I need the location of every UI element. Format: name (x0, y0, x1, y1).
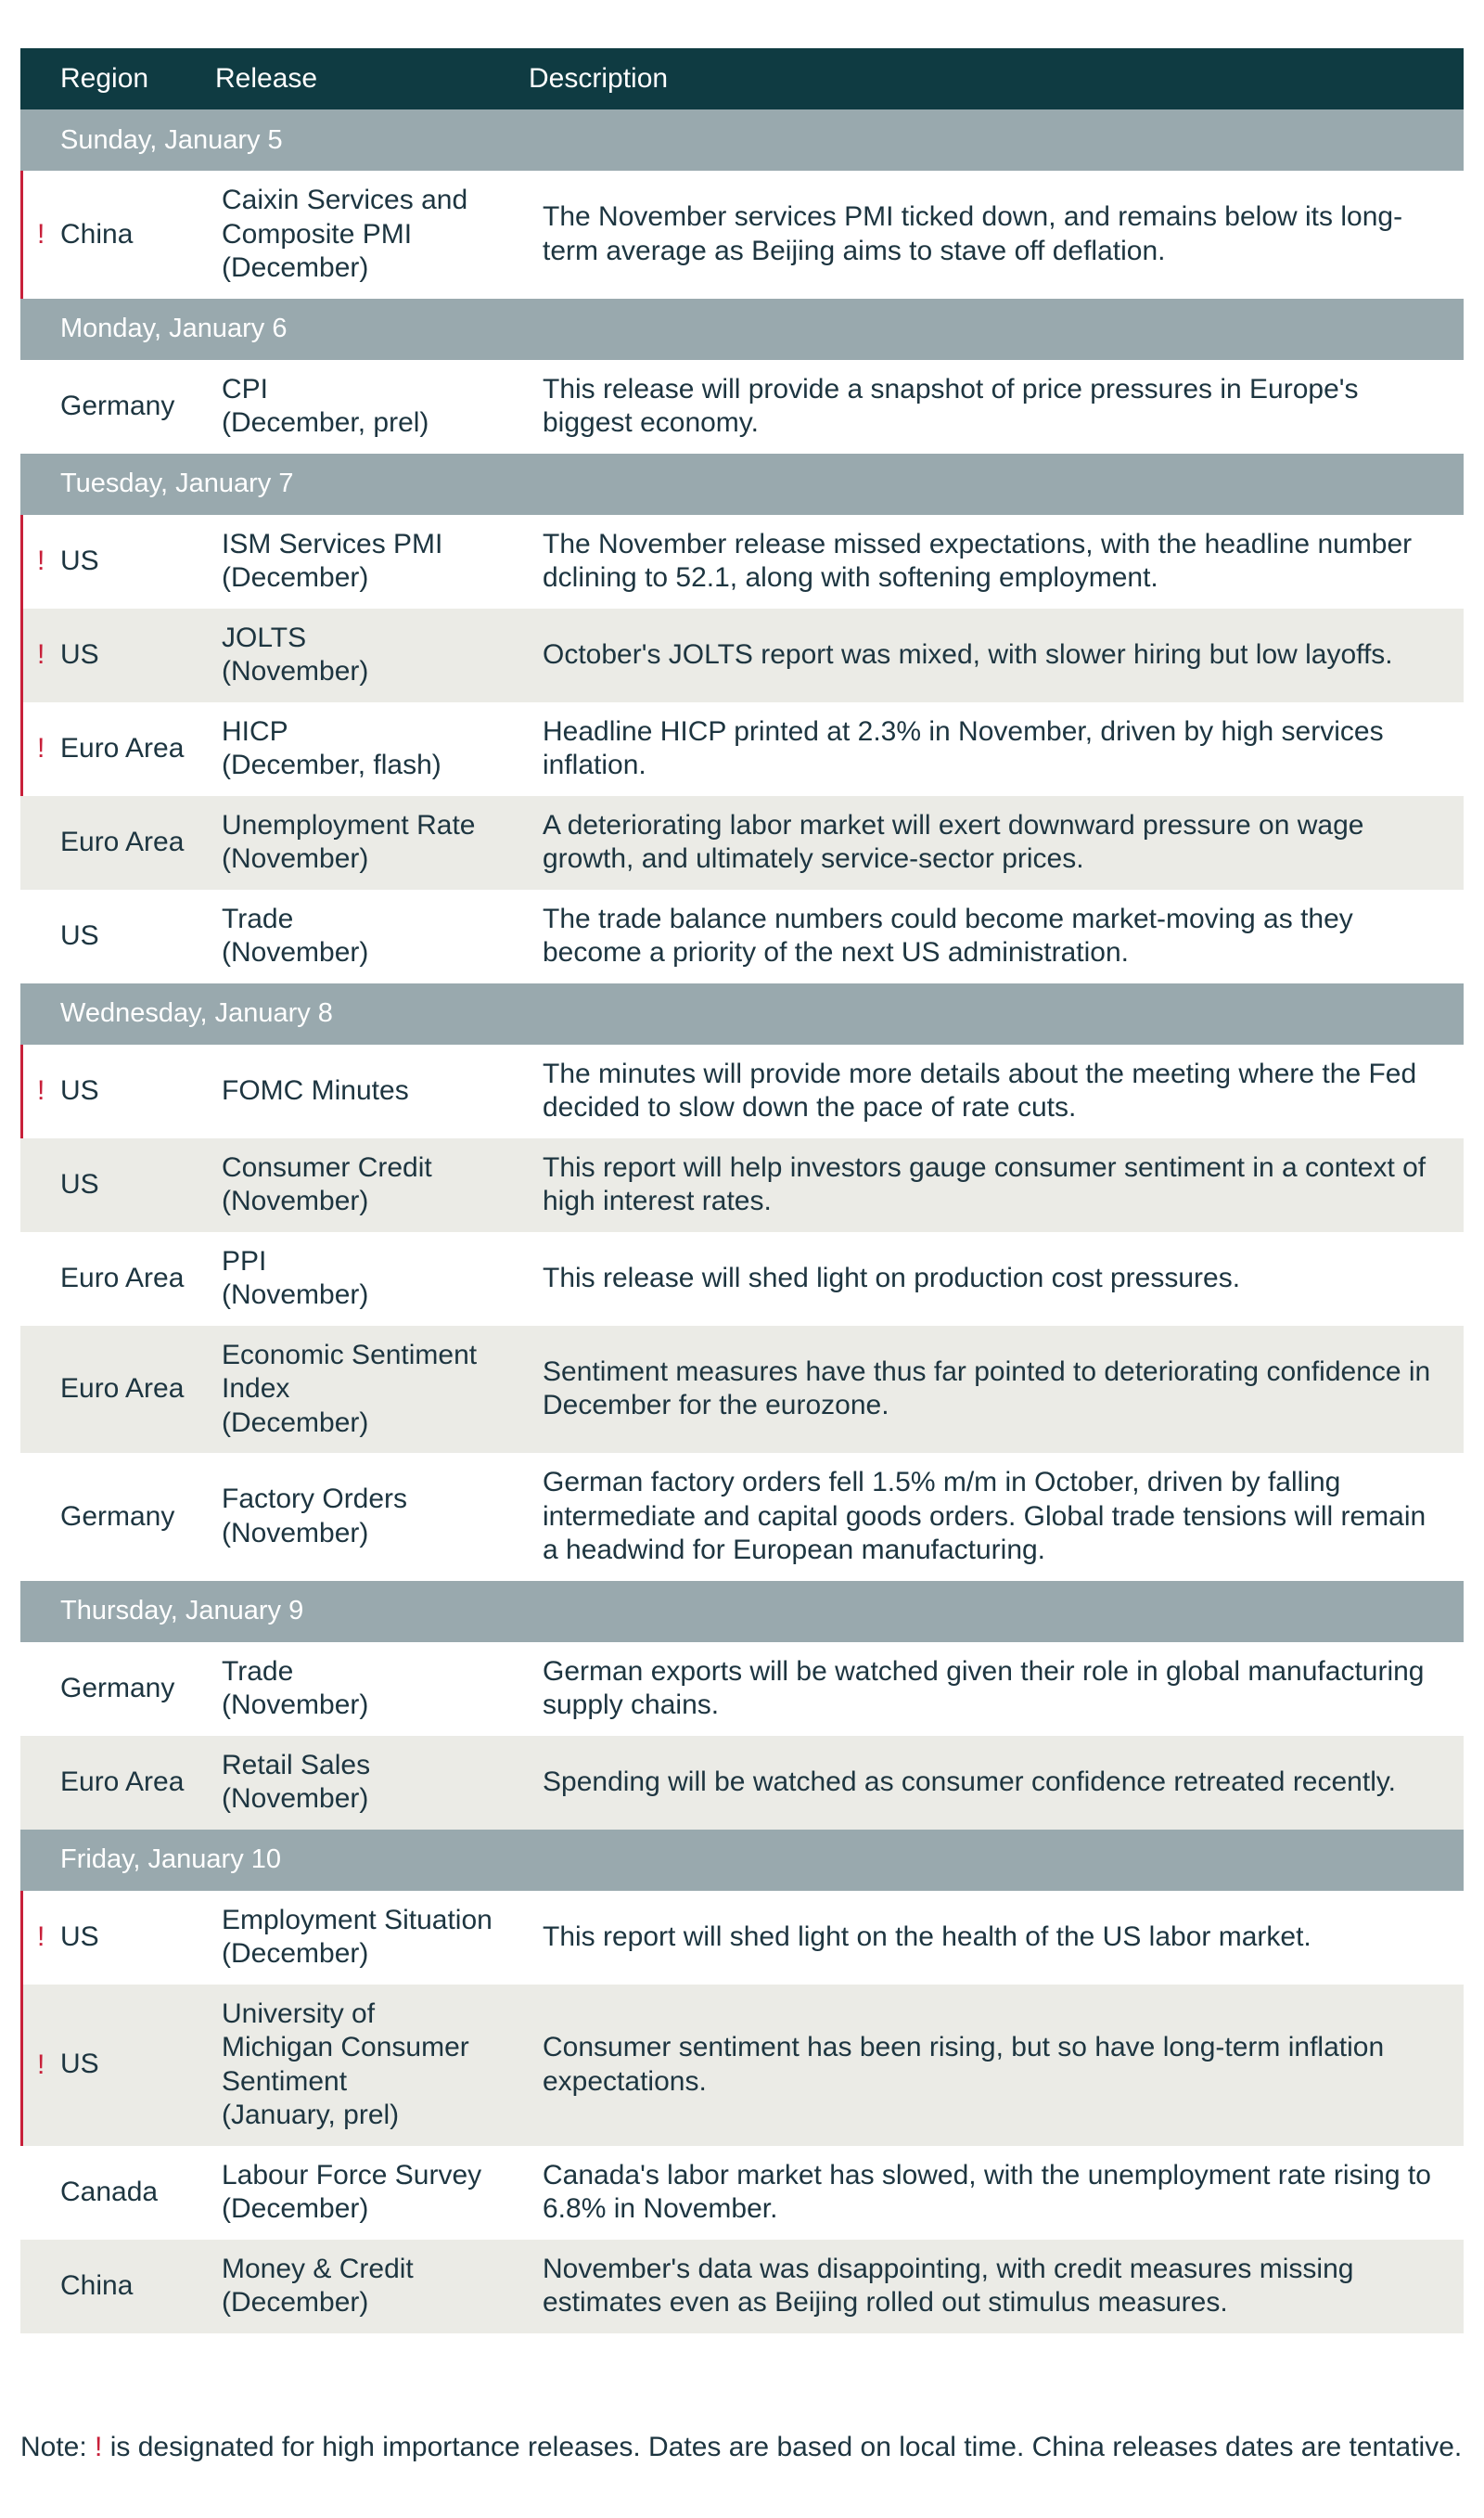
release-line: PPI (222, 1245, 267, 1277)
date-group-header (20, 454, 1464, 515)
description-cell: Canada's labor market has slowed, with the unemployment rate rising to 6.8% in November. (529, 2146, 1464, 2240)
release-line: Retail Sales (222, 1749, 371, 1780)
region-cell (20, 171, 215, 299)
description-cell: German factory orders fell 1.5% m/m in October, driven by falling intermediate and capital goods orders. Global trade tensions will remain a headwind for European manufacturing. (529, 1453, 1464, 1581)
description-cell: This report will help investors gauge consumer sentiment in a context of high interest rates. (529, 1138, 1464, 1232)
release-line: (January, prel) (222, 2100, 400, 2130)
region-cell (20, 1138, 215, 1232)
region-label: US (60, 638, 99, 670)
release-line: (November) (222, 937, 369, 968)
high-importance-icon: ! (37, 732, 45, 764)
table-row (20, 1642, 1464, 1736)
release-cell (215, 890, 529, 983)
release-line: HICP (222, 715, 288, 747)
description-cell: The November services PMI ticked down, and remains below its long-term average as Beijing aims to stave off deflation. (529, 171, 1464, 299)
description-cell: The November release missed expectations, with the headline number dclining to 52.1, along with softening employment. (529, 515, 1464, 609)
release-line: Labour Force Survey (222, 2159, 482, 2190)
release-line: Money & Credit (222, 2253, 414, 2284)
region-label: Euro Area (60, 1766, 185, 1797)
description-cell: November's data was disappointing, with credit measures missing estimates even as Beijing rolled out stimulus measures. (529, 2240, 1464, 2333)
description-cell: October's JOLTS report was mixed, with slower hiring but low layoffs. (529, 609, 1464, 702)
description-cell: The minutes will provide more details about the meeting where the Fed decided to slow down the pace of rate cuts. (529, 1045, 1464, 1138)
release-line: (November) (222, 1186, 369, 1216)
release-cell (215, 1985, 529, 2146)
release-line: (December, prel) (222, 407, 429, 438)
region-cell (20, 609, 215, 702)
release-cell (215, 515, 529, 609)
release-line: (November) (222, 843, 369, 874)
release-line: Factory Orders (222, 1484, 408, 1515)
release-line: ISM Services PMI (222, 528, 443, 559)
description-cell: Headline HICP printed at 2.3% in November, driven by high services inflation. (529, 702, 1464, 796)
description-cell: A deteriorating labor market will exert downward pressure on wage growth, and ultimately service-sector prices. (529, 796, 1464, 890)
table-row (20, 702, 1464, 796)
release-cell (215, 1736, 529, 1830)
description-cell: This release will provide a snapshot of price pressures in Europe's biggest economy. (529, 360, 1464, 454)
release-cell (215, 1642, 529, 1736)
release-line: Composite PMI (222, 218, 413, 250)
release-cell (215, 796, 529, 890)
region-label: Canada (60, 2176, 159, 2207)
region-cell (20, 796, 215, 890)
calendar-table (20, 48, 1464, 2333)
region-label: US (60, 1921, 99, 1952)
release-line: University of (222, 1998, 376, 2029)
region-cell (20, 1232, 215, 1326)
release-line: (November) (222, 1517, 369, 1548)
table-row (20, 2146, 1464, 2240)
release-cell (215, 171, 529, 299)
date-label: Monday, January 6 (20, 299, 1464, 360)
region-cell (20, 702, 215, 796)
release-line: Trade (222, 903, 294, 934)
region-label: Euro Area (60, 1262, 185, 1293)
release-line: JOLTS (222, 622, 307, 653)
release-line: Michigan Consumer (222, 2032, 469, 2062)
release-line: (November) (222, 1279, 369, 1310)
release-line: Sentiment (222, 2065, 348, 2097)
table-row (20, 1326, 1464, 1454)
region-cell (20, 1045, 215, 1138)
table-row (20, 1045, 1464, 1138)
description-cell: Spending will be watched as consumer confidence retreated recently. (529, 1736, 1464, 1830)
release-line: FOMC Minutes (222, 1074, 409, 1106)
table-row (20, 796, 1464, 890)
table-row (20, 171, 1464, 299)
high-importance-icon: ! (37, 638, 45, 670)
date-label: Tuesday, January 7 (20, 454, 1464, 515)
release-cell (215, 1138, 529, 1232)
table-row (20, 890, 1464, 983)
release-calendar (20, 48, 1464, 2333)
region-cell (20, 1985, 215, 2146)
release-cell (215, 1453, 529, 1581)
region-label: US (60, 919, 99, 951)
release-line: (November) (222, 1689, 369, 1720)
region-cell (20, 360, 215, 454)
table-row (20, 609, 1464, 702)
release-line: Caixin Services and (222, 185, 468, 215)
high-importance-icon: ! (37, 2049, 45, 2080)
region-cell (20, 1453, 215, 1581)
date-label: Thursday, January 9 (20, 1581, 1464, 1642)
release-line: (December) (222, 1407, 369, 1438)
release-cell (215, 2146, 529, 2240)
region-label: Germany (60, 1500, 175, 1532)
description-cell: This release will shed light on production cost pressures. (529, 1232, 1464, 1326)
note-prefix: Note: (20, 2432, 96, 2462)
table-row (20, 1891, 1464, 1985)
region-label: US (60, 545, 99, 576)
release-line: Employment Situation (222, 1904, 493, 1935)
release-line: (December) (222, 2193, 369, 2224)
table-row (20, 2240, 1464, 2333)
region-label: Euro Area (60, 732, 185, 764)
release-cell (215, 360, 529, 454)
header-region: Region (60, 63, 149, 94)
importance-mark-icon: ! (95, 2432, 103, 2462)
release-line: (November) (222, 656, 369, 687)
release-cell (215, 1232, 529, 1326)
region-label: Euro Area (60, 826, 185, 857)
region-cell (20, 1326, 215, 1454)
release-line: (November) (222, 1783, 369, 1814)
release-cell (215, 1326, 529, 1454)
region-label: US (60, 1168, 99, 1200)
release-line: Unemployment Rate (222, 809, 476, 841)
high-importance-icon: ! (37, 1921, 45, 1952)
release-cell (215, 2240, 529, 2333)
release-line: (December) (222, 1938, 369, 1969)
release-line: (December) (222, 2287, 369, 2318)
release-cell (215, 609, 529, 702)
table-row (20, 1453, 1464, 1581)
date-label: Friday, January 10 (20, 1830, 1464, 1891)
description-cell: Consumer sentiment has been rising, but so have long-term inflation expectations. (529, 1985, 1464, 2146)
release-line: Economic Sentiment (222, 1339, 478, 1370)
region-cell (20, 2240, 215, 2333)
release-cell (215, 1891, 529, 1985)
header-description: Description (529, 63, 669, 94)
release-cell (215, 1045, 529, 1138)
region-label: China (60, 2269, 134, 2301)
high-importance-icon: ! (37, 545, 45, 576)
region-cell (20, 1891, 215, 1985)
table-row (20, 515, 1464, 609)
date-group-header (20, 983, 1464, 1045)
description-cell: German exports will be watched given their role in global manufacturing supply chains. (529, 1642, 1464, 1736)
date-label: Sunday, January 5 (20, 109, 1464, 171)
table-row (20, 1736, 1464, 1830)
region-cell (20, 1736, 215, 1830)
date-group-header (20, 1830, 1464, 1891)
date-group-header (20, 1581, 1464, 1642)
region-cell (20, 2146, 215, 2240)
region-label: China (60, 218, 134, 250)
high-importance-icon: ! (37, 218, 45, 250)
region-cell (20, 1642, 215, 1736)
description-cell: This report will shed light on the health of the US labor market. (529, 1891, 1464, 1985)
release-cell (215, 702, 529, 796)
table-row (20, 1232, 1464, 1326)
release-line: (December, flash) (222, 750, 441, 780)
region-cell (20, 515, 215, 609)
date-group-header (20, 109, 1464, 171)
table-row (20, 1138, 1464, 1232)
release-line: Index (222, 1373, 290, 1404)
note-text: is designated for high importance releases. Dates are based on local time. China releases dates are tentative. (102, 2432, 1463, 2462)
table-row (20, 360, 1464, 454)
region-label: US (60, 2049, 99, 2080)
date-label: Wednesday, January 8 (20, 983, 1464, 1045)
table-body (20, 109, 1464, 2333)
region-label: Germany (60, 1672, 175, 1703)
region-label: US (60, 1074, 99, 1106)
release-line: Consumer Credit (222, 1151, 432, 1183)
release-line: Trade (222, 1655, 294, 1687)
header-release: Release (215, 63, 318, 94)
date-group-header (20, 299, 1464, 360)
high-importance-icon: ! (37, 1074, 45, 1106)
region-label: Germany (60, 390, 175, 421)
table-row (20, 1985, 1464, 2146)
region-cell (20, 890, 215, 983)
release-line: (December) (222, 252, 369, 283)
release-line: (December) (222, 562, 369, 593)
table-header (20, 48, 1464, 109)
description-cell: The trade balance numbers could become market-moving as they become a priority of the next US administration. (529, 890, 1464, 983)
footnote (20, 2429, 1464, 2466)
region-label: Euro Area (60, 1373, 185, 1404)
description-cell: Sentiment measures have thus far pointed to deteriorating confidence in December for the eurozone. (529, 1326, 1464, 1454)
release-line: CPI (222, 373, 269, 405)
